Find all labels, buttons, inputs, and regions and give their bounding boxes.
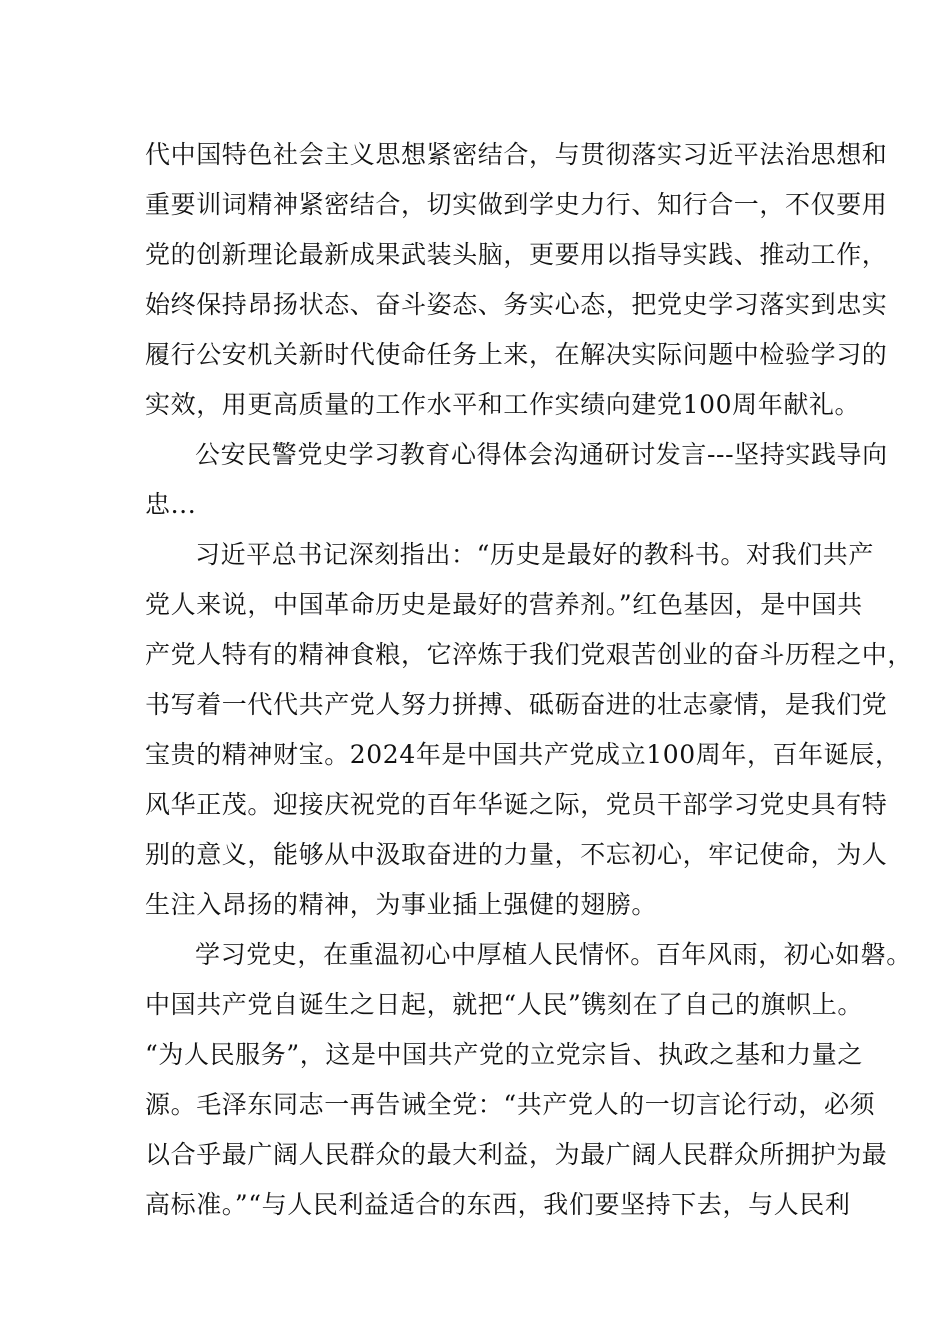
text-line-14: 风华正茂。迎接庆祝党的百年华诞之际，党员干部学习党史具有特 bbox=[145, 790, 888, 819]
text-line-22: 高标准。”“与人民利益适合的东西，我们要坚持下去，与人民利 bbox=[145, 1190, 851, 1219]
text-line-13: 宝贵的精神财宝。2024年是中国共产党成立100周年，百年诞辰， bbox=[145, 740, 901, 769]
text-line-18: 中国共产党自诞生之日起，就把“人民”镌刻在了自己的旗帜上。 bbox=[145, 990, 863, 1019]
text-line-20: 源。毛泽东同志一再告诫全党：“共产党人的一切言论行动，必须 bbox=[145, 1090, 876, 1119]
text-line-10: 党人来说，中国革命历史是最好的营养剂。”红色基因，是中国共 bbox=[145, 590, 863, 619]
text-line-3: 党的创新理论最新成果武装头脑，更要用以指导实践、推动工作， bbox=[145, 240, 888, 269]
text-line-11: 产党人特有的精神食粮，它淬炼于我们党艰苦创业的奋斗历程之中， bbox=[145, 640, 914, 669]
text-line-17: 学习党史，在重温初心中厚植人民情怀。百年风雨，初心如磐。 bbox=[195, 940, 912, 969]
text-line-21: 以合乎最广阔人民群众的最大利益，为最广阔人民群众所拥护为最 bbox=[145, 1140, 888, 1169]
text-line-16: 生注入昂扬的精神，为事业插上强健的翅膀。 bbox=[145, 890, 658, 919]
text-line-12: 书写着一代代共产党人努力拼搏、砥砺奋进的壮志豪情，是我们党 bbox=[145, 690, 888, 719]
text-line-4: 始终保持昂扬状态、奋斗姿态、务实心态，把党史学习落实到忠实 bbox=[145, 290, 888, 319]
text-line-5: 履行公安机关新时代使命任务上来，在解决实际问题中检验学习的 bbox=[145, 340, 888, 369]
text-line-6: 实效，用更高质量的工作水平和工作实绩向建党100周年献礼。 bbox=[145, 390, 861, 419]
text-line-19: “为人民服务”，这是中国共产党的立党宗旨、执政之基和力量之 bbox=[145, 1040, 863, 1069]
text-line-8: 忠... bbox=[145, 490, 197, 519]
text-line-9: 习近平总书记深刻指出：“历史是最好的教科书。对我们共产 bbox=[195, 540, 874, 569]
text-line-7: 公安民警党史学习教育心得体会沟通研讨发言---坚持实践导向 bbox=[195, 440, 888, 469]
document-body bbox=[145, 130, 914, 1230]
text-line-15: 别的意义，能够从中汲取奋进的力量，不忘初心，牢记使命，为人 bbox=[145, 840, 888, 869]
text-line-2: 重要训词精神紧密结合，切实做到学史力行、知行合一，不仅要用 bbox=[145, 190, 888, 219]
text-line-1: 代中国特色社会主义思想紧密结合，与贯彻落实习近平法治思想和 bbox=[145, 140, 888, 169]
